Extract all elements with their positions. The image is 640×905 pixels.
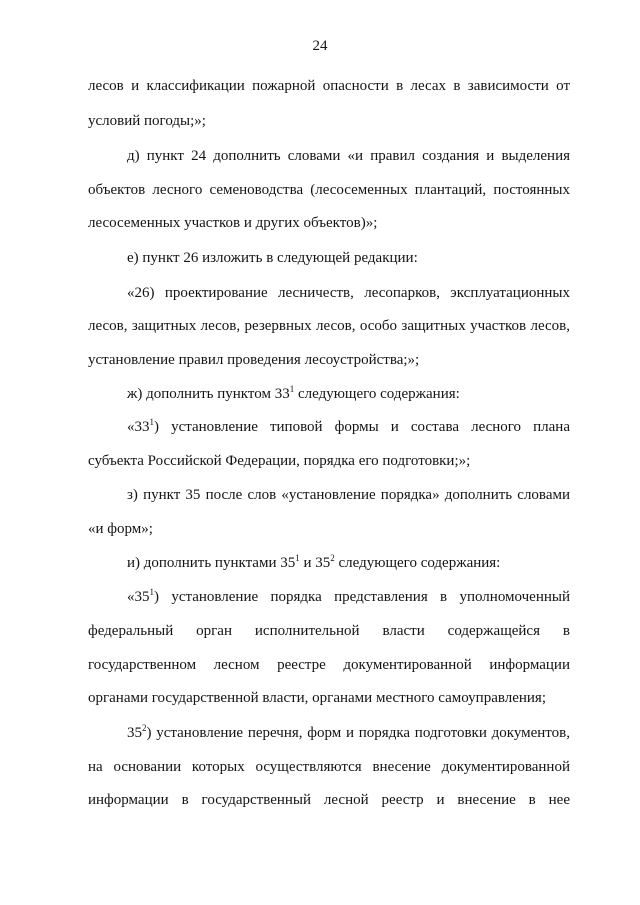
quote-35-1-line: «$35^1$) установление порядка представления в уполномоченный [127, 587, 570, 605]
page-number: 24 [312, 38, 328, 54]
paragraph-e-line: е) пункт 26 изложить в следующей редакции: [127, 250, 418, 266]
text-line: объектов лесного семеноводства (лесосеменных плантаций, постоянных [88, 182, 570, 198]
text-line: установление правил проведения лесоустройства;»; [88, 352, 420, 368]
text-line: «и форм»; [88, 521, 153, 537]
text-line: на основании которых осуществляются внесение документированной [88, 759, 570, 775]
paragraph-i-line: и) дополнить пунктами $35^1$ и $35^2$ следующего содержания: [127, 553, 501, 571]
text-line: информации в государственный лесной реестр и внесение в нее [88, 792, 570, 808]
text-line: государственном лесном реестре документированной информации [88, 657, 570, 673]
paragraph-35-2-line: $35^2$) установление перечня, форм и порядка подготовки документов, [127, 723, 570, 741]
text-line: условий погоды;»; [88, 113, 206, 129]
paragraph-d-line: д) пункт 24 дополнить словами «и правил создания и выделения [127, 148, 570, 164]
quote-33-1-line: «$33^1$) установление типовой формы и состава лесного плана [127, 417, 570, 435]
text-line: субъекта Российской Федерации, порядка его подготовки;»; [88, 453, 471, 469]
text-line: лесосеменных участков и других объектов)»; [88, 215, 378, 231]
paragraph-z-line: з) пункт 35 после слов «установление порядка» дополнить словами [127, 487, 570, 503]
paragraph-zh-line: ж) дополнить пунктом $33^1$ следующего содержания: [127, 384, 460, 402]
quote-26-line: «26) проектирование лесничеств, лесопарков, эксплуатационных [127, 285, 570, 301]
text-line: лесов и классификации пожарной опасности в лесах в зависимости от [88, 78, 570, 94]
text-line: федеральный орган исполнительной власти содержащейся в [88, 623, 570, 639]
text-line: органами государственной власти, органами местного самоуправления; [88, 690, 546, 706]
text-line: лесов, защитных лесов, резервных лесов, особо защитных участков лесов, [88, 318, 570, 334]
